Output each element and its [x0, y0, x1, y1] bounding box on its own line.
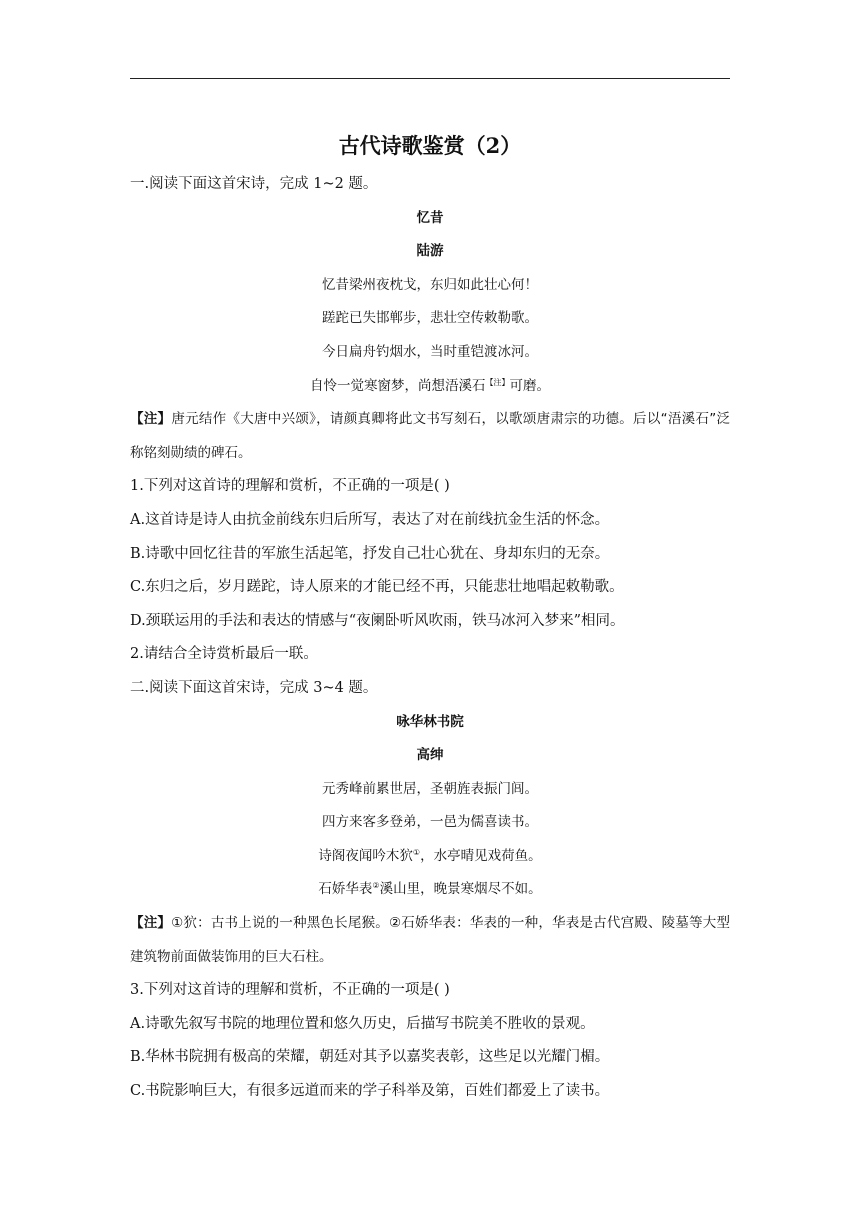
- poem1-line-3: 今日扁舟钓烟水，当时重铠渡冰河。: [322, 343, 538, 360]
- poem2-note: [130, 907, 730, 974]
- q1-option-a: A.这首诗是诗人由抗金前线东归后所写，表达了对在前线抗金生活的怀念。: [130, 511, 610, 528]
- poem1-author: 陆游: [416, 243, 444, 260]
- note-marker-1: ①: [412, 847, 421, 857]
- q1-option-d: D.颈联运用的手法和表达的情感与“夜阑卧听风吹雨，铁马冰河入梦来”相同。: [130, 612, 625, 629]
- poem1-line-4-text-b: 可磨。: [509, 377, 550, 394]
- poem1-line-4-text-a: 自怜一觉寒窗梦，尚想浯溪石: [310, 377, 486, 394]
- q1-option-b: B.诗歌中回忆往昔的军旅生活起笔，抒发自己壮心犹在、身却东归的无奈。: [130, 545, 610, 562]
- poem2-line-3-text-b: ，水亭晴见戏荷鱼。: [420, 847, 542, 864]
- poem2-line-4-text-b: 溪山里，晚景寒烟尽不如。: [379, 881, 542, 898]
- poem1-line-4: [130, 370, 730, 404]
- page-title: 古代诗歌鉴赏（2）: [338, 133, 522, 158]
- q3-option-b: B.华林书院拥有极高的荣耀，朝廷对其予以嘉奖表彰，这些足以光耀门楣。: [130, 1049, 610, 1066]
- question-2: 2.请结合全诗赏析最后一联。: [130, 646, 318, 663]
- question-1: 1.下列对这首诗的理解和赏析，不正确的一项是( ): [130, 478, 450, 495]
- section1-heading: 一.阅读下面这首宋诗，完成 1~2 题。: [130, 176, 378, 192]
- poem2-line-3-text-a: 诗阁夜闻吟木狖: [318, 847, 413, 864]
- note-text: ①狖：古书上说的一种黑色长尾猴。②石娇华表：华表的一种，华表是古代宫殿、陵墓等大型建筑物前面做装饰用的巨大石柱。: [130, 915, 730, 965]
- note-tag: 【注】: [130, 411, 172, 428]
- note-marker-2: ②: [372, 881, 380, 891]
- poem1-line-2: 蹉跎已失邯郸步，悲壮空传敕勒歌。: [322, 310, 538, 327]
- section2-heading: 二.阅读下面这首宋诗，完成 3~4 题。: [130, 679, 378, 696]
- note-tag: 【注】: [130, 915, 172, 932]
- q3-option-c: C.书院影响巨大，有很多远道而来的学子科举及第，百姓们都爱上了读书。: [130, 1083, 610, 1100]
- q1-option-c: C.东归之后，岁月蹉跎，诗人原来的才能已经不再，只能悲壮地唱起敕勒歌。: [130, 579, 624, 596]
- poem1-title: 忆昔: [416, 209, 444, 226]
- poem2-title: 咏华林书院: [396, 713, 464, 730]
- poem2-author: 高绅: [416, 747, 444, 764]
- poem2-line-1: 元秀峰前累世居，圣朝旌表振门闾。: [322, 780, 538, 797]
- q3-option-a: A.诗歌先叙写书院的地理位置和悠久历史，后描写书院美不胜收的景观。: [130, 1015, 595, 1032]
- poem1-line-1: 忆昔梁州夜枕戈，东归如此壮心何！: [322, 276, 538, 293]
- document-page: [130, 128, 730, 1109]
- poem2-line-3: [130, 840, 730, 874]
- poem2-line-4-text-a: 石娇华表: [318, 881, 373, 898]
- note-marker: 【注】: [485, 377, 510, 387]
- poem1-note: [130, 403, 730, 470]
- note-text: 唐元结作《大唐中兴颂》，请颜真卿将此文书写刻石，以歌颂唐肃宗的功德。后以“浯溪石”泛称铭刻勋绩的碑石。: [130, 411, 730, 461]
- question-3: 3.下列对这首诗的理解和赏析，不正确的一项是( ): [130, 982, 450, 999]
- poem2-line-2: 四方来客多登弟，一邑为儒喜读书。: [322, 814, 538, 831]
- header-rule: [130, 78, 730, 79]
- poem2-line-4: [130, 873, 730, 907]
